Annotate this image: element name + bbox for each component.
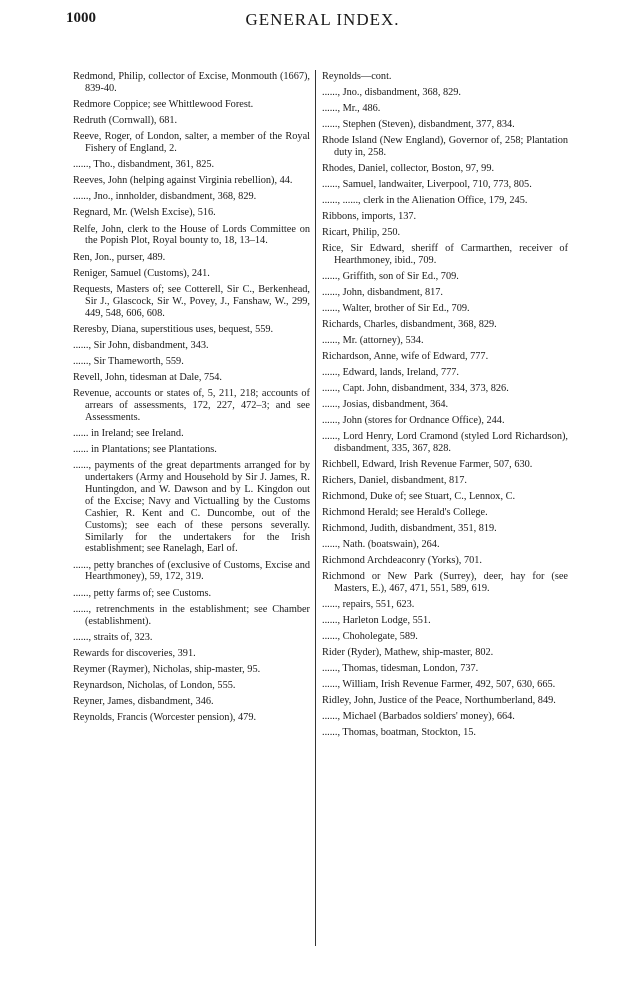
index-entry: Reynolds, Francis (Worcester pension), 479. (73, 712, 257, 724)
index-entry: Richmond, Duke of; see Stuart, C., Lennox, C. (322, 490, 516, 502)
index-entry: ......, Capt. John, disbandment, 334, 373, 826. (322, 382, 509, 394)
index-entry: ......, Edward, lands, Ireland, 777. (322, 366, 459, 378)
index-entry: Rewards for discoveries, 391. (73, 647, 196, 659)
index-entry: ......, Nath. (boatswain), 264. (322, 538, 440, 550)
index-entry: Redmore Coppice; see Whittlewood Forest. (73, 99, 254, 110)
index-entry: ......, John, disbandment, 817. (322, 286, 443, 298)
index-entry: Richers, Daniel, disbandment, 817. (322, 474, 467, 486)
index-entry: Richbell, Edward, Irish Revenue Farmer, 507, 630. (322, 458, 533, 470)
index-entry: ......, Lord Henry, Lord Cramond (styled Lord Richardson), disbandment, 335, 367, 828. (322, 430, 568, 454)
index-entry: ...... in Plantations; see Plantations. (73, 444, 217, 456)
index-entry: Richards, Charles, disbandment, 368, 829. (322, 318, 497, 330)
index-entry: ......, Griffith, son of Sir Ed., 709. (322, 270, 459, 282)
index-entry: Reyner, James, disbandment, 346. (73, 696, 214, 708)
index-entry: Richmond or New Park (Surrey), deer, hay for (see Masters, E.), 467, 471, 551, 589, 619. (322, 570, 568, 594)
index-entry: Richardson, Anne, wife of Edward, 777. (322, 350, 489, 362)
index-entry: Reynardson, Nicholas, of London, 555. (73, 679, 236, 691)
index-entry: Richmond, Judith, disbandment, 351, 819. (322, 522, 497, 534)
index-entry: ......, payments of the great departments arranged for by undertakers (Army and Household by Sir J. James, R. Huntingdon, and W. Dawson and by L. Kingdon out of the Excise; Navy and Victualling by the Customs Cashier, R. Kent and C. Duncombe, out of the Customs); see each of these persons severally. Similarly for the undertakers for the Irish establishment; see Ranelagh, Earl of. (73, 460, 310, 555)
index-entry: Rhodes, Daniel, collector, Boston, 97, 99. (322, 162, 495, 174)
index-entry: Ridley, John, Justice of the Peace, Northumberland, 849. (322, 694, 556, 706)
page-title: GENERAL INDEX. (245, 10, 400, 29)
index-entry: ......, Mr., 486. (322, 103, 381, 114)
index-entry: ......, Walter, brother of Sir Ed., 709. (322, 302, 470, 314)
index-entry: ......, Mr. (attorney), 534. (322, 334, 424, 346)
index-entry: Relfe, John, clerk to the House of Lords Committee on the Popish Plot, Royal bounty to, 18, 13–14. (73, 223, 310, 247)
index-entry: Reynolds—cont. (322, 71, 392, 82)
index-entry: Reeve, Roger, of London, salter, a member of the Royal Fishery of England, 2. (73, 131, 310, 155)
index-entry: Ren, Jon., purser, 489. (73, 251, 166, 263)
right-column (322, 71, 568, 743)
index-entry: ......, Sir Thameworth, 559. (73, 355, 184, 367)
left-column (73, 71, 310, 728)
index-entry: Reeves, John (helping against Virginia rebellion), 44. (73, 175, 293, 187)
index-entry: ......, petty branches of (exclusive of Customs, Excise and Hearthmoney), 59, 172, 319. (73, 559, 310, 583)
index-entry: Reniger, Samuel (Customs), 241. (73, 267, 210, 279)
index-entry: Regnard, Mr. (Welsh Excise), 516. (73, 207, 216, 219)
index-entry: ......, Michael (Barbados soldiers' money), 664. (322, 710, 515, 722)
index-entry: ......, Tho., disbandment, 361, 825. (73, 159, 215, 171)
index-entry: Rhode Island (New England), Governor of, 258; Plantation duty in, 258. (322, 135, 568, 158)
index-entry: Rider (Ryder), Mathew, ship-master, 802. (322, 646, 494, 658)
page-number: 1000 (66, 10, 96, 26)
index-entry: ......, retrenchments in the establishment; see Chamber (establishment). (73, 603, 310, 627)
index-entry: ......, Josias, disbandment, 364. (322, 398, 449, 410)
index-entry: ...... in Ireland; see Ireland. (73, 427, 184, 439)
index-entry: ......, Stephen (Steven), disbandment, 377, 834. (322, 119, 515, 130)
index-entry: ......, Jno., innholder, disbandment, 368, 829. (73, 191, 257, 203)
index-entry: ......, Thomas, tidesman, London, 737. (322, 662, 479, 674)
index-entry: Redruth (Cornwall), 681. (73, 115, 178, 127)
index-entry: Ricart, Philip, 250. (322, 226, 401, 238)
index-entry: Requests, Masters of; see Cotterell, Sir C., Berkenhead, Sir J., Glascock, Sir W., Povey, J., Fanshaw, W., 299, 449, 548, 606, 608. (73, 283, 310, 319)
index-entry: Rice, Sir Edward, sheriff of Carmarthen, receiver of Hearthmoney, ibid., 709. (322, 242, 568, 266)
index-entry: Richmond Herald; see Herald's College. (322, 506, 488, 518)
index-entry: Reymer (Raymer), Nicholas, ship-master, 95. (73, 663, 261, 675)
index-entry: ......, Harleton Lodge, 551. (322, 614, 431, 626)
index-entry: Reresby, Diana, superstitious uses, bequest, 559. (73, 323, 274, 335)
index-entry: Revell, John, tidesman at Dale, 754. (73, 371, 222, 383)
index-entry: ......, William, Irish Revenue Farmer, 492, 507, 630, 665. (322, 678, 556, 690)
column-divider (315, 70, 316, 946)
index-entry: ......, petty farms of; see Customs. (73, 587, 212, 599)
index-entry: ......, Thomas, boatman, Stockton, 15. (322, 726, 476, 738)
index-entry: ......, ......, clerk in the Alienation Office, 179, 245. (322, 194, 528, 206)
index-entry: Revenue, accounts or states of, 5, 211, 218; accounts of arrears of assessments, 172, 227, 472–3; and see Assessments. (73, 388, 310, 423)
index-entry: ......, repairs, 551, 623. (322, 598, 415, 610)
index-entry: ......, Choholegate, 589. (322, 630, 418, 642)
index-entry: Ribbons, imports, 137. (322, 210, 417, 222)
index-entry: Richmond Archdeaconry (Yorks), 701. (322, 554, 482, 566)
index-entry: ......, John (stores for Ordnance Office), 244. (322, 414, 505, 426)
index-entry: ......, Sir John, disbandment, 343. (73, 339, 209, 351)
page-header (66, 10, 579, 32)
index-entry: ......, Jno., disbandment, 368, 829. (322, 87, 462, 98)
index-entry: ......, Samuel, landwaiter, Liverpool, 710, 773, 805. (322, 178, 532, 190)
index-entry: Redmond, Philip, collector of Excise, Monmouth (1667), 839-40. (73, 71, 310, 94)
index-entry: ......, straits of, 323. (73, 631, 153, 643)
